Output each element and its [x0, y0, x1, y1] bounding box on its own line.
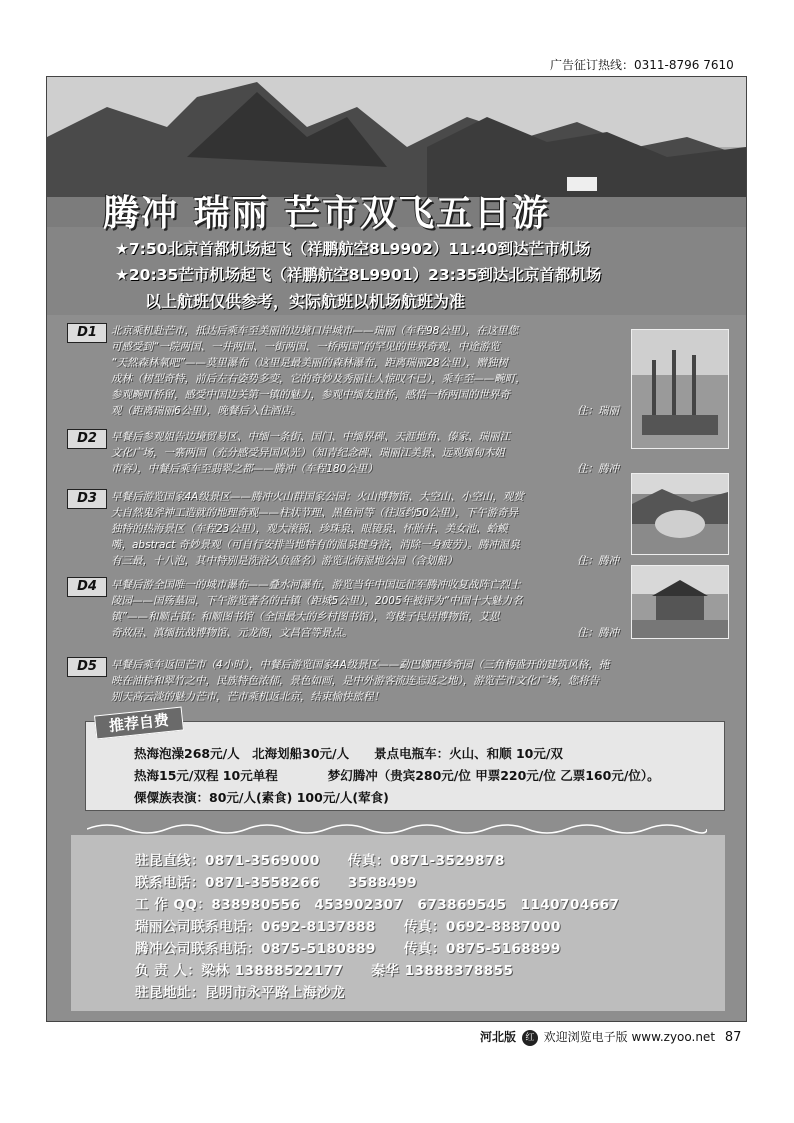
border-gate-photo [631, 329, 729, 449]
travel-ad-panel [46, 76, 747, 1022]
contact-line: 联系电话：0871-3558266 3588499 [135, 875, 418, 891]
edition-badge-icon: 红 [522, 1030, 538, 1046]
recommended-badge: 推荐自费 [94, 706, 184, 739]
day-stay: 住：腾冲 [577, 627, 619, 639]
day-description: 早餐后参观姐告边境贸易区、中缅一条街、国门、中缅界碑、天涯地角、傣家、瑞丽江 文化广场，一寨两国（充分感受异国风光）（知青纪念碑、瑞丽江美景、远观缅甸木姐 市容），中餐后乘车至翡翠之都——腾冲（车程180公里） [111, 431, 510, 475]
extras-line-1: 热海泡澡268元/人 北海划船30元/人 景点电瓶车：火山、和顺 10元/双 [134, 746, 563, 761]
contact-line: 驻昆直线：0871-3569000 传真：0871-3529878 [135, 853, 505, 869]
footer-website-text: 欢迎浏览电子版 www.zyoo.net [543, 1030, 716, 1044]
day-stay: 住：瑞丽 [577, 405, 619, 417]
page-footer [480, 1028, 741, 1046]
day-tag: D1 [67, 323, 107, 343]
contact-line: 瑞丽公司联系电话：0692-8137888 传真：0692-8887000 [135, 919, 561, 935]
day-description: 早餐后游全国唯一的城市瀑布——叠水河瀑布，游览当年中国远征军腾冲收复战阵亡烈士 陵园——国殇墓园，下午游览著名的古镇（距城5公里），2005年被评为“中国十大魅力名 镇”——和顺古镇：和顺图书馆（全国最大的乡村图书馆），弯楼子民居博物馆，艾思 奇故居、滇缅抗战博物馆、元龙阁，文昌宫等景点。 [111, 579, 523, 639]
contact-box [71, 835, 725, 1011]
ad-hotline: 广告征订热线：0311-8796 7610 [550, 58, 734, 72]
contact-line: 驻昆地址：昆明市永平路上海沙龙 [135, 985, 345, 1001]
contact-line: 工 作 QQ：838980556 453902307 673869545 1140704667 [135, 897, 620, 913]
tour-title: 腾冲 瑞丽 芒市双飞五日游 [103, 192, 551, 234]
day-description: 早餐后乘车返回芒市（4小时），中餐后游览国家4A级景区——勐巴娜西珍奇园（三角梅盛开的建筑风格，掩 映在油棕和翠竹之中，民族特色浓郁，景色如画，是中外游客流连忘返之地），游览芒市文化广场，您将告 别天高云淡的魅力芒市，芒市乘机返北京，结束愉快旅程！ [111, 659, 610, 703]
contact-line: 腾冲公司联系电话：0875-5180889 传真：0875-5168899 [135, 941, 561, 957]
memorial-building-photo [631, 565, 729, 639]
flight-return: ★20:35芒市机场起飞（祥鹏航空8L9901）23:35到达北京首都机场 [115, 266, 602, 284]
day-tag: D4 [67, 577, 107, 597]
extras-line-2: 热海15元/双程 10元单程 梦幻腾冲（贵宾280元/位 甲票220元/位 乙票160元/位）。 [134, 768, 660, 783]
recommended-extras-box [85, 721, 725, 811]
contact-line: 负 责 人：梁林 13888522177 秦华 13888378855 [135, 963, 514, 979]
day-stay: 住：腾冲 [577, 555, 619, 567]
day-stay: 住：腾冲 [577, 463, 619, 475]
edition-label: 河北版 [480, 1030, 517, 1044]
day-description: 早餐后游览国家4A级景区——腾冲火山群国家公园：火山博物馆、大空山、小空山，观赏 大自然鬼斧神工造就的地理奇观——柱状节理、黑鱼河等（往返约50公里），下午游奇异 独特的热海景区（车程23公里），观大滚锅、珍珠泉、眼镜泉、怀胎井、美女池、蛤蟆 嘴，abstract 奇妙景观（可自行安排当地特有的温泉健身浴，消除一身疲劳）。腾冲温泉 有三最，十八泡，其中特别是洗浴久负盛名）游览北海湿地公园（含划船） [111, 491, 524, 567]
flight-outbound: ★7:50北京首都机场起飞（祥鹏航空8L9902）11:40到达芒市机场 [115, 240, 591, 258]
river-valley-photo [631, 473, 729, 555]
flight-note: 以上航班仅供参考，实际航班以机场航班为准 [145, 292, 466, 311]
extras-line-3: 傈僳族表演：80元/人(素食) 100元/人(荤食) [134, 790, 389, 805]
hero-banner [47, 77, 746, 315]
day-description: 北京乘机赴芒市，抵达后乘车至美丽的边境口岸城市——瑞丽（车程98公里），在这里您 可感受到“一院两国、一井两国、一街两国、一桥两国”的罕见的世界奇观，中途游览 “天然森林氧吧”——莫里瀑布（这里是最美丽的森林瀑布，距离瑞丽28公里），赠独树 成林（树型奇特，前后左右姿势多变，它的奇妙及秀丽让人惊叹不已），乘车至——畹町， 参观畹町桥留，感受中国边关第一镇的魅力，参观中缅友谊桥，感悟一桥两国的世界奇 观（距离瑞丽6公里），晚餐后入住酒店。 [111, 325, 526, 417]
day-tag: D3 [67, 489, 107, 509]
page-number: 87 [724, 1030, 742, 1045]
day-tag: D5 [67, 657, 107, 677]
day-tag: D2 [67, 429, 107, 449]
